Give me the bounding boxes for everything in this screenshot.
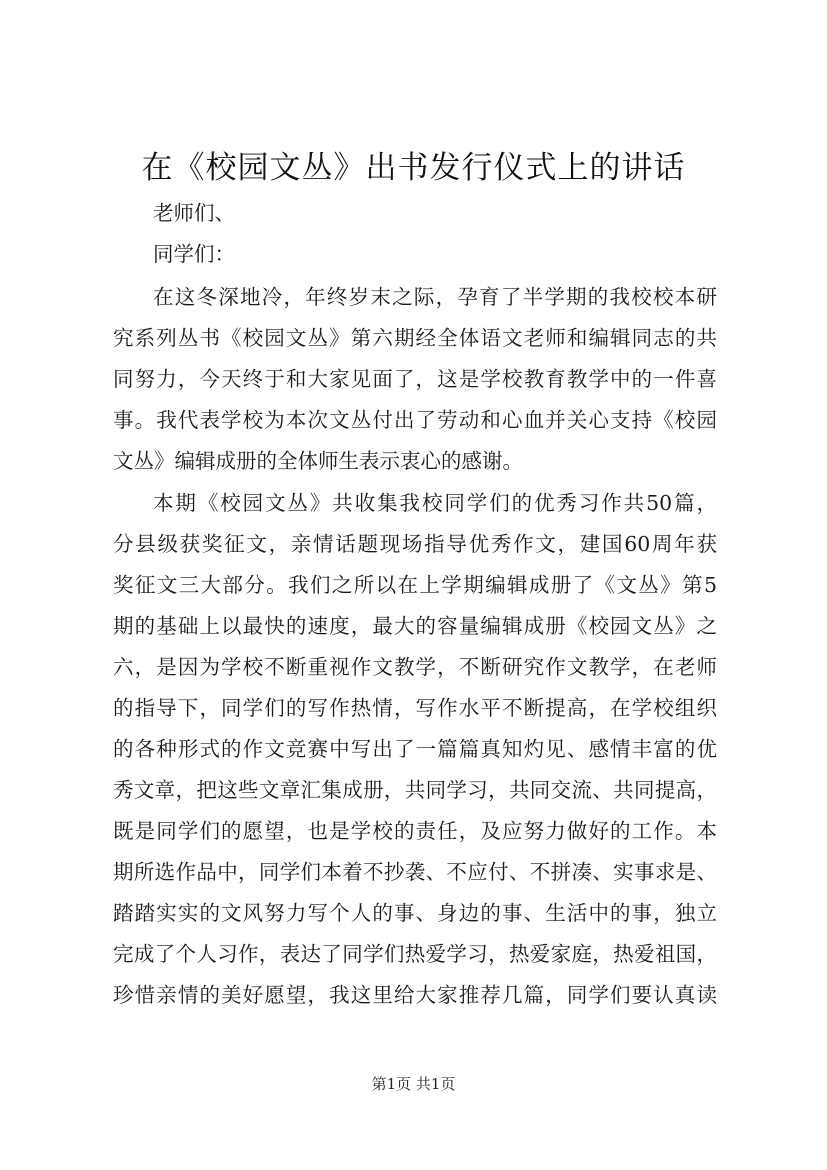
- page-footer: 第1页 共1页: [371, 1075, 456, 1093]
- paragraph-line: 文丛》编辑成册的全体师生表示衷心的感谢。: [113, 449, 523, 473]
- document-title: 在《校园文丛》出书发行仪式上的讲话: [141, 150, 686, 186]
- paragraph-line: 究系列丛书《校园文丛》第六期经全体语文老师和编辑同志的共: [113, 326, 717, 350]
- paragraph-line: 踏踏实实的文风努力写个人的事、身边的事、生活中的事，独立: [113, 901, 717, 925]
- paragraph-line: 奖征文三大部分。我们之所以在上学期编辑成册了《文丛》第5: [113, 573, 717, 597]
- paragraph-line: 珍惜亲情的美好愿望，我这里给大家推荐几篇，同学们要认真读: [113, 983, 717, 1007]
- paragraph-line: 同努力，今天终于和大家见面了，这是学校教育教学中的一件喜: [113, 367, 717, 391]
- paragraph-line: 的指导下，同学们的写作热情，写作水平不断提高，在学校组织: [113, 696, 717, 720]
- salutation-teachers: 老师们、: [153, 201, 235, 225]
- paragraph-line: 期的基础上以最快的速度，最大的容量编辑成册《校园文丛》之: [113, 614, 717, 638]
- salutation-students: 同学们：: [153, 242, 235, 266]
- paragraph-line: 分县级获奖征文，亲情话题现场指导优秀作文，建国60周年获: [113, 532, 717, 556]
- paragraph-line: 本期《校园文丛》共收集我校同学们的优秀习作共50篇，: [153, 491, 717, 515]
- paragraph-line: 既是同学们的愿望，也是学校的责任，及应努力做好的工作。本: [113, 819, 717, 843]
- paragraph-line: 秀文章，把这些文章汇集成册，共同学习，共同交流、共同提高，: [113, 778, 717, 802]
- paragraph-line: 事。我代表学校为本次文丛付出了劳动和心血并关心支持《校园: [113, 408, 717, 432]
- paragraph-line: 的各种形式的作文竞赛中写出了一篇篇真知灼见、感情丰富的优: [113, 737, 717, 761]
- paragraph-line: 六，是因为学校不断重视作文教学，不断研究作文教学，在老师: [113, 655, 717, 679]
- paragraph-line: 在这冬深地冷，年终岁末之际，孕育了半学期的我校校本研: [153, 285, 717, 309]
- paragraph-line: 完成了个人习作，表达了同学们热爱学习，热爱家庭，热爱祖国，: [113, 942, 717, 966]
- paragraph-line: 期所选作品中，同学们本着不抄袭、不应付、不拼凑、实事求是、: [113, 860, 717, 884]
